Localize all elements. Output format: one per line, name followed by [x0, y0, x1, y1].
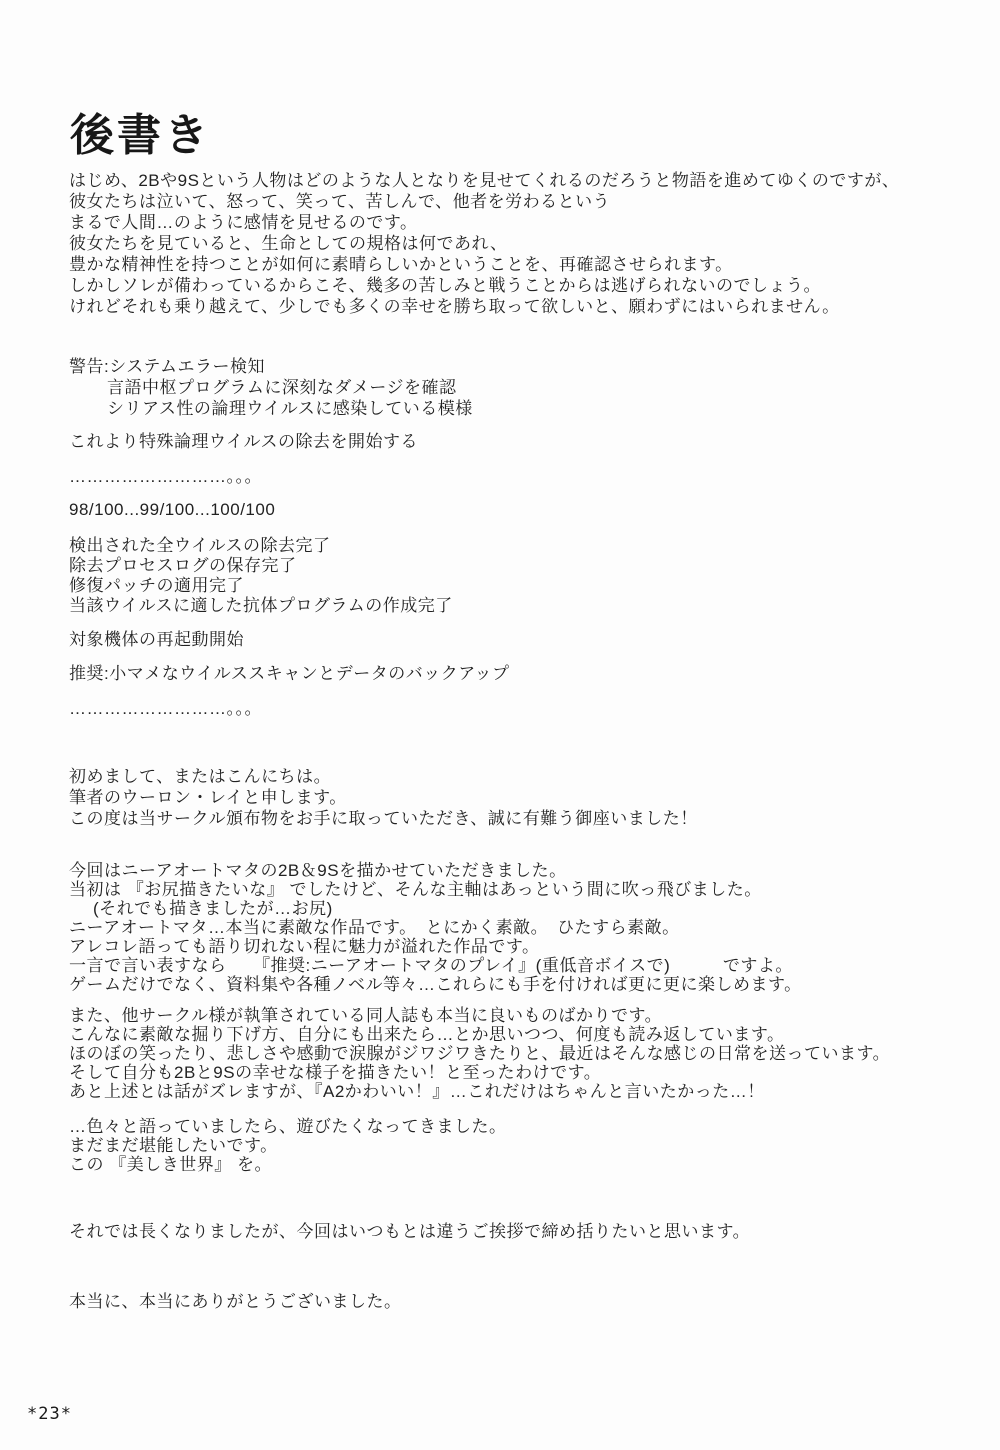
text-line: 推奨:小マメなウイルススキャンとデータのバックアップ — [69, 664, 510, 683]
text-line: しかしソレが備わっているからこそ、幾多の苦しみと戦うことからは逃げられないのでしょう。 — [69, 276, 821, 295]
text-line: ………………………。。。 — [69, 699, 262, 718]
text-line: それでは長くなりましたが、今回はいつもとは違うご挨拶で締め括りたいと思います。 — [69, 1222, 751, 1241]
text-line: ………………………。。。 — [69, 467, 262, 486]
text-line: はじめ、2Bや9Sという人物はどのような人となりを見せてくれるのだろうと物語を進めてゆくのですが、 — [69, 171, 900, 190]
progress-counter-line — [69, 499, 275, 520]
text-line: まだまだ堪能したいです。 — [69, 1136, 278, 1155]
text-line: この 『美しき世界』 を。 — [69, 1155, 272, 1174]
page-number: *23* — [27, 1404, 72, 1424]
text-line: この度は当サークル頒布物をお手に取っていただき、誠に有難う御座いました！ — [69, 809, 698, 828]
doujin-comments-block — [69, 1006, 890, 1101]
text-line: …色々と語っていましたら、遊びたくなってきました。 — [69, 1117, 507, 1136]
text-line: ゲームだけでなく、資料集や各種ノベル等々…これらにも手を付ければ更に更に楽しめます。 — [69, 975, 802, 994]
text-line: 今回はニーアオートマタの2B＆9Sを描かせていただきました。 — [69, 861, 567, 880]
thanks-line — [69, 1291, 402, 1312]
text-line: 一言で言い表すなら 『推奨:ニーアオートマタのプレイ』(重低音ボイスで) ですよ。 — [69, 956, 793, 975]
text-line: 筆者のウーロン・レイと申します。 — [69, 788, 347, 807]
text-line: 彼女たちを見ていると、生命としての規格は何であれ、 — [69, 234, 508, 253]
system-warning-block — [69, 356, 473, 419]
text-line: まるで人間…のように感情を見せるのです。 — [69, 213, 418, 232]
recommendation-line — [69, 663, 510, 684]
text-line: 警告:システムエラー検知 — [69, 357, 266, 376]
text-line: そして自分も2Bと9Sの幸せな様子を描きたい！と至ったわけです。 — [69, 1063, 602, 1082]
text-line: 98/100...99/100...100/100 — [69, 500, 276, 519]
text-line: 初めまして、またはこんにちは。 — [69, 767, 332, 786]
progress-dots-2 — [69, 698, 262, 719]
progress-dots-1 — [69, 466, 262, 487]
page-title: 後書き — [70, 111, 211, 161]
text-line: けれどそれも乗り越えて、少しでも多くの幸せを勝ち取って欲しいと、願わずにはいられません。 — [69, 297, 840, 316]
closing-thoughts-block — [69, 1117, 507, 1174]
text-line: 豊かな精神性を持つことが如何に素晴らしいかということを、再確認させられます。 — [69, 255, 733, 274]
nier-comments-block — [69, 861, 802, 994]
removal-results-block — [69, 536, 453, 616]
text-line: ニーアオートマタ…本当に素敵な作品です。 とにかく素敵。 ひたすら素敵。 — [69, 918, 680, 937]
intro-paragraph — [69, 170, 899, 317]
text-line: (それでも描きましたが…お尻) — [93, 899, 333, 918]
text-line: 当該ウイルスに適した抗体プログラムの作成完了 — [69, 596, 453, 615]
text-line: 彼女たちは泣いて、怒って、笑って、苦しんで、他者を労わるという — [69, 192, 611, 211]
text-line: 除去プロセスログの保存完了 — [69, 556, 297, 575]
reboot-line — [69, 629, 244, 650]
greeting-block — [69, 766, 698, 829]
virus-removal-start-line — [69, 431, 418, 452]
closing-line — [69, 1221, 750, 1242]
text-line: ほのぼの笑ったり、悲しさや感動で涙腺がジワジワきたりと、最近はそんな感じの日常を送っています。 — [69, 1044, 891, 1063]
text-line: 対象機体の再起動開始 — [69, 630, 244, 649]
text-line: これより特殊論理ウイルスの除去を開始する — [69, 432, 418, 451]
text-line: こんなに素敵な掘り下げ方、自分にも出来たら…とか思いつつ、何度も読み返しています。 — [69, 1025, 785, 1044]
text-line: シリアス性の論理ウイルスに感染している模様 — [107, 399, 473, 418]
text-line: あと上述とは話がズレますが、『A2かわいい！』…これだけはちゃんと言いたかった…！ — [69, 1082, 765, 1101]
text-line: 検出された全ウイルスの除去完了 — [69, 536, 331, 555]
text-line: また、他サークル様が執筆されている同人誌も本当に良いものばかりです。 — [69, 1006, 663, 1025]
text-line: 当初は 『お尻描きたいな』 でしたけど、そんな主軸はあっという間に吹っ飛びました。 — [69, 880, 762, 899]
text-line: 言語中枢プログラムに深刻なダメージを確認 — [107, 378, 457, 397]
text-line: アレコレ語っても語り切れない程に魅力が溢れた作品です。 — [69, 937, 540, 956]
text-line: 修復パッチの適用完了 — [69, 576, 244, 595]
text-line: 本当に、本当にありがとうございました。 — [69, 1292, 402, 1311]
